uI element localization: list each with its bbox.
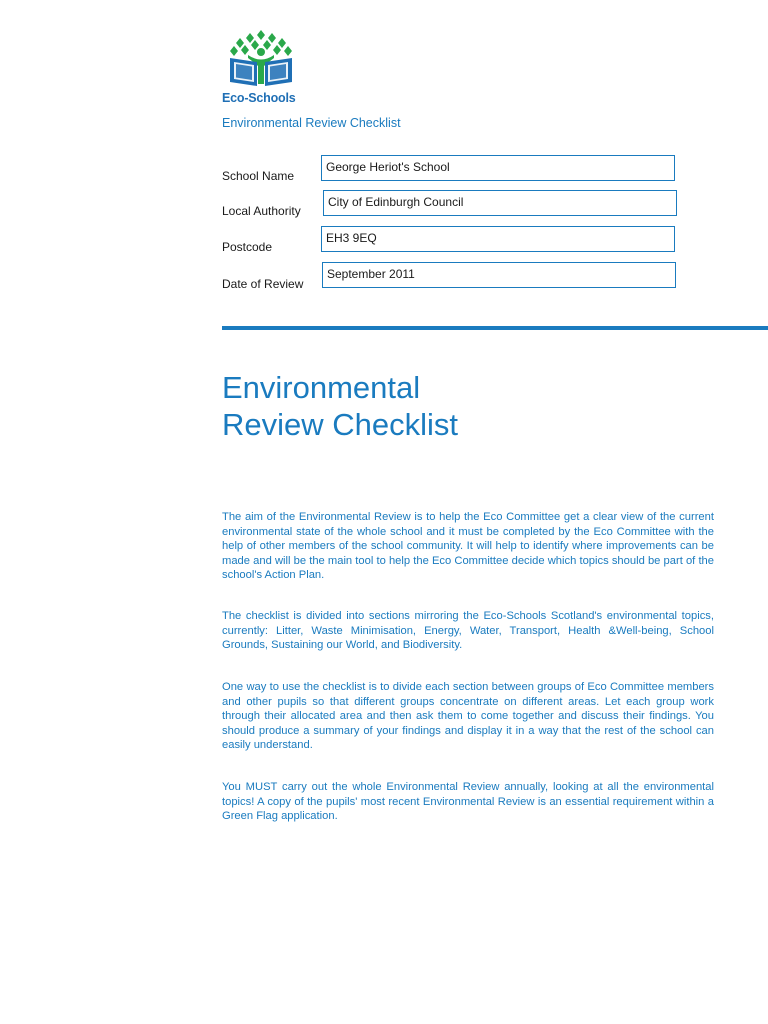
paragraph-aim: The aim of the Environmental Review is to help the Eco Committee get a clear view of the current environmental state of the whole school and it must be completed by the Eco Committee with the help of other members of the school community. It will help to identify where improvements can be made and will be the main tool to help the Eco Committee decide which topics should be part of the school's Action Plan. [222,511,714,582]
paragraph-requirement: You MUST carry out the whole Environmental Review annually, looking at all the environmental topics! A copy of the pupils' most recent Environmental Review is an essential requirement within a Green Flag application. [222,781,714,823]
paragraph-topics: The checklist is divided into sections mirroring the Eco-Schools Scotland's environmental topics, currently: Litter, Waste Minimisation, Energy, Water, Transport, Health &Well-being, School Grounds, Sustaining our World, and Biodiversity. [222,610,714,652]
section-divider [222,326,768,330]
subheading: Environmental Review Checklist [222,116,401,130]
local-authority-field[interactable]: City of Edinburgh Council [323,190,677,216]
date-of-review-label: Date of Review [222,277,304,291]
paragraph-method: One way to use the checklist is to divide each section between groups of Eco Committee members and other pupils so that different groups concentrate on different areas. Let each group work through their allocated area and then ask them to come together and discuss their findings. You should produce a summary of your findings and display it in a way that the rest of the school can easily understand. [222,681,714,752]
form-row-school-name [222,155,678,183]
school-name-label: School Name [222,169,295,183]
main-title [222,369,722,443]
title-line-2: Review Checklist [222,407,459,442]
logo-text: Eco-Schools [222,91,296,105]
title-line-1: Environmental [222,370,421,405]
form-row-postcode [222,226,678,254]
postcode-field[interactable]: EH3 9EQ [321,226,675,252]
postcode-label: Postcode [222,240,273,254]
school-name-field[interactable]: George Heriot's School [321,155,675,181]
local-authority-label: Local Authority [222,204,301,218]
eco-schools-logo [222,28,300,108]
form-row-date-of-review [222,262,678,290]
tree-book-icon [222,28,300,90]
form-row-local-authority [222,190,678,218]
date-of-review-field[interactable]: September 2011 [322,262,676,288]
